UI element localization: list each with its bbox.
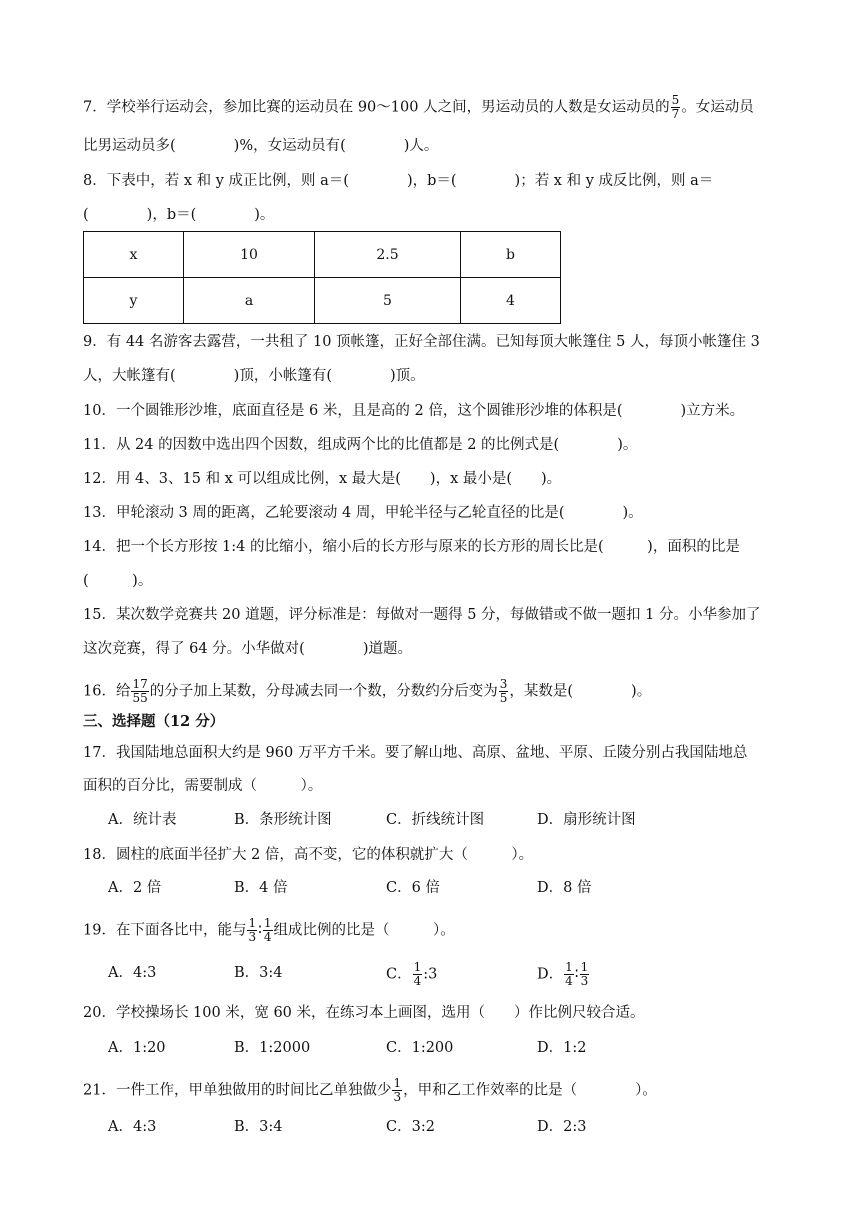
q7-fraction: [671, 94, 681, 121]
q9-line2: 人，大帐篷有( )顶，小帐篷有( )顶。: [83, 368, 425, 384]
table-cell: b: [461, 232, 561, 278]
q20-option-b[interactable]: B．1:2000: [234, 1040, 311, 1056]
q21-fraction: [392, 1077, 402, 1104]
fraction-denominator: 55: [132, 691, 148, 705]
q17-option-c[interactable]: C．折线统计图: [386, 812, 485, 828]
fraction-denominator: 4: [565, 974, 573, 988]
option-fraction: [413, 961, 423, 988]
q20-option-d[interactable]: D．1:2: [537, 1040, 587, 1056]
q21-text-post: ，甲和乙工作效率的比是（ ）。: [403, 1082, 657, 1099]
table-cell: 5: [315, 278, 461, 324]
fraction-numerator: 1: [393, 1076, 402, 1090]
fraction-denominator: 3: [393, 1090, 402, 1104]
fraction-numerator: 1: [413, 960, 422, 974]
q14-line1: 14．把一个长方形按 1:4 的比缩小，缩小后的长方形与原来的长方形的周长比是( )，面积的比是: [83, 539, 740, 555]
table-row: [84, 232, 561, 278]
q19-option-a[interactable]: A．4:3: [108, 965, 157, 981]
q19-line1: [83, 917, 455, 944]
fraction-numerator: 17: [132, 677, 148, 691]
fraction-numerator: 5: [671, 93, 680, 107]
q11-line: 11．从 24 的因数中选出四个因数，组成两个比的比值都是 2 的比例式是( )。: [83, 437, 638, 453]
q21-text-pre: 21．一件工作，甲单独做用的时间比乙单独做少: [83, 1082, 392, 1099]
q15-line2: 这次竞赛，得了 64 分。小华做对( )道题。: [83, 641, 412, 657]
fraction-denominator: 4: [263, 930, 272, 944]
q18-option-d[interactable]: D．8 倍: [537, 880, 592, 896]
q21-option-b[interactable]: B．3:4: [234, 1119, 283, 1135]
q7-text-post: 。女运动员: [681, 99, 754, 116]
q16-fraction-result: [499, 678, 509, 705]
q16-line: [83, 678, 651, 705]
option-label: D．: [537, 966, 564, 983]
q16-text-post: ，某数是( )。: [509, 683, 652, 700]
q14-line2: ( )。: [83, 573, 153, 589]
q19-option-b[interactable]: B．3:4: [234, 965, 283, 981]
q19-fraction-2: [263, 917, 273, 944]
q18-option-a[interactable]: A．2 倍: [108, 880, 162, 896]
proportion-table: [83, 231, 561, 324]
q20-line1: 20．学校操场长 100 米，宽 60 米，在练习本上画图，选用（ ）作比例尺较合适。: [83, 1005, 645, 1021]
table-cell: a: [184, 278, 315, 324]
table-cell: 4: [461, 278, 561, 324]
q17-option-a[interactable]: A．统计表: [108, 812, 177, 828]
q7-line1: [83, 94, 754, 121]
option-fraction-1: [564, 961, 574, 988]
fraction-numerator: 3: [499, 677, 508, 691]
q18-option-b[interactable]: B．4 倍: [234, 880, 288, 896]
table-cell: y: [84, 278, 184, 324]
option-label: C．: [386, 966, 412, 983]
option-fraction-2: [580, 961, 590, 988]
table-cell: 2.5: [315, 232, 461, 278]
q17-option-b[interactable]: B．条形统计图: [234, 812, 332, 828]
q17-option-d[interactable]: D．扇形统计图: [537, 812, 636, 828]
q20-option-c[interactable]: C．1:200: [386, 1040, 454, 1056]
q19-text-pre: 19．在下面各比中，能与: [83, 922, 247, 939]
q8-line2: ( )，b＝( )。: [83, 207, 275, 223]
q19-option-c[interactable]: [386, 961, 437, 988]
ratio-colon: ∶: [574, 966, 579, 983]
table-row: [84, 278, 561, 324]
q16-text-pre: 16．给: [83, 683, 131, 700]
ratio-colon: ∶: [258, 922, 262, 939]
q17-line1: 17．我国陆地总面积大约是 960 万平方千米。要了解山地、高原、盆地、平原、丘陵分别占我国陆地总: [83, 745, 748, 761]
q21-option-d[interactable]: D．2:3: [537, 1119, 587, 1135]
fraction-denominator: 7: [671, 107, 680, 121]
fraction-numerator: 1: [248, 916, 257, 930]
q19-option-d[interactable]: [537, 961, 590, 988]
fraction-denominator: 3: [580, 974, 589, 988]
q21-line1: [83, 1077, 657, 1104]
q20-option-a[interactable]: A．1:20: [108, 1040, 166, 1056]
section-heading-choice: 三、选择题（12 分）: [83, 713, 225, 730]
fraction-numerator: 1: [565, 960, 573, 974]
q13-line: 13．甲轮滚动 3 周的距离，乙轮要滚动 4 周，甲轮半径与乙轮直径的比是( )。: [83, 505, 643, 521]
q7-line2: 比男运动员多( )%，女运动员有( )人。: [83, 138, 439, 154]
q19-text-post: 组成比例的比是（ ）。: [273, 922, 455, 939]
q18-line1: 18．圆柱的底面半径扩大 2 倍，高不变，它的体积就扩大（ ）。: [83, 847, 534, 863]
q7-text-pre: 7．学校举行运动会，参加比赛的运动员在 90～100 人之间，男运动员的人数是女运动员的: [83, 99, 670, 116]
q16-text-mid: 的分子加上某数，分母减去同一个数，分数约分后变为: [149, 683, 498, 700]
q12-line: 12．用 4、3、15 和 x 可以组成比例，x 最大是( )，x 最小是( )。: [83, 471, 562, 487]
fraction-denominator: 5: [499, 691, 508, 705]
fraction-numerator: 1: [580, 960, 589, 974]
table-cell: 10: [184, 232, 315, 278]
q18-option-c[interactable]: C．6 倍: [386, 880, 440, 896]
table-cell: x: [84, 232, 184, 278]
q17-line2: 面积的百分比，需要制成（ ）。: [83, 778, 323, 794]
fraction-denominator: 3: [248, 930, 257, 944]
q9-line1: 9．有 44 名游客去露营，一共租了 10 顶帐篷，正好全部住满。已知每顶大帐篷住 5 人，每顶小帐篷住 3: [83, 334, 760, 350]
q21-option-c[interactable]: C．3:2: [386, 1119, 435, 1135]
q10-line: 10．一个圆锥形沙堆，底面直径是 6 米，且是高的 2 倍，这个圆锥形沙堆的体积是( )立方米。: [83, 403, 745, 419]
q16-fraction-original: [131, 678, 148, 705]
option-suffix: :3: [423, 966, 438, 983]
q19-fraction-1: [247, 917, 257, 944]
fraction-numerator: 1: [263, 916, 272, 930]
q15-line1: 15．某次数学竞赛共 20 道题，评分标准是：每做对一题得 5 分，每做错或不做一题扣 1 分。小华参加了: [83, 607, 761, 623]
q8-line1: 8．下表中，若 x 和 y 成正比例，则 a＝( )，b＝( )；若 x 和 y 成反比例，则 a＝: [83, 173, 714, 189]
q21-option-a[interactable]: A．4:3: [108, 1119, 157, 1135]
fraction-denominator: 4: [413, 974, 422, 988]
